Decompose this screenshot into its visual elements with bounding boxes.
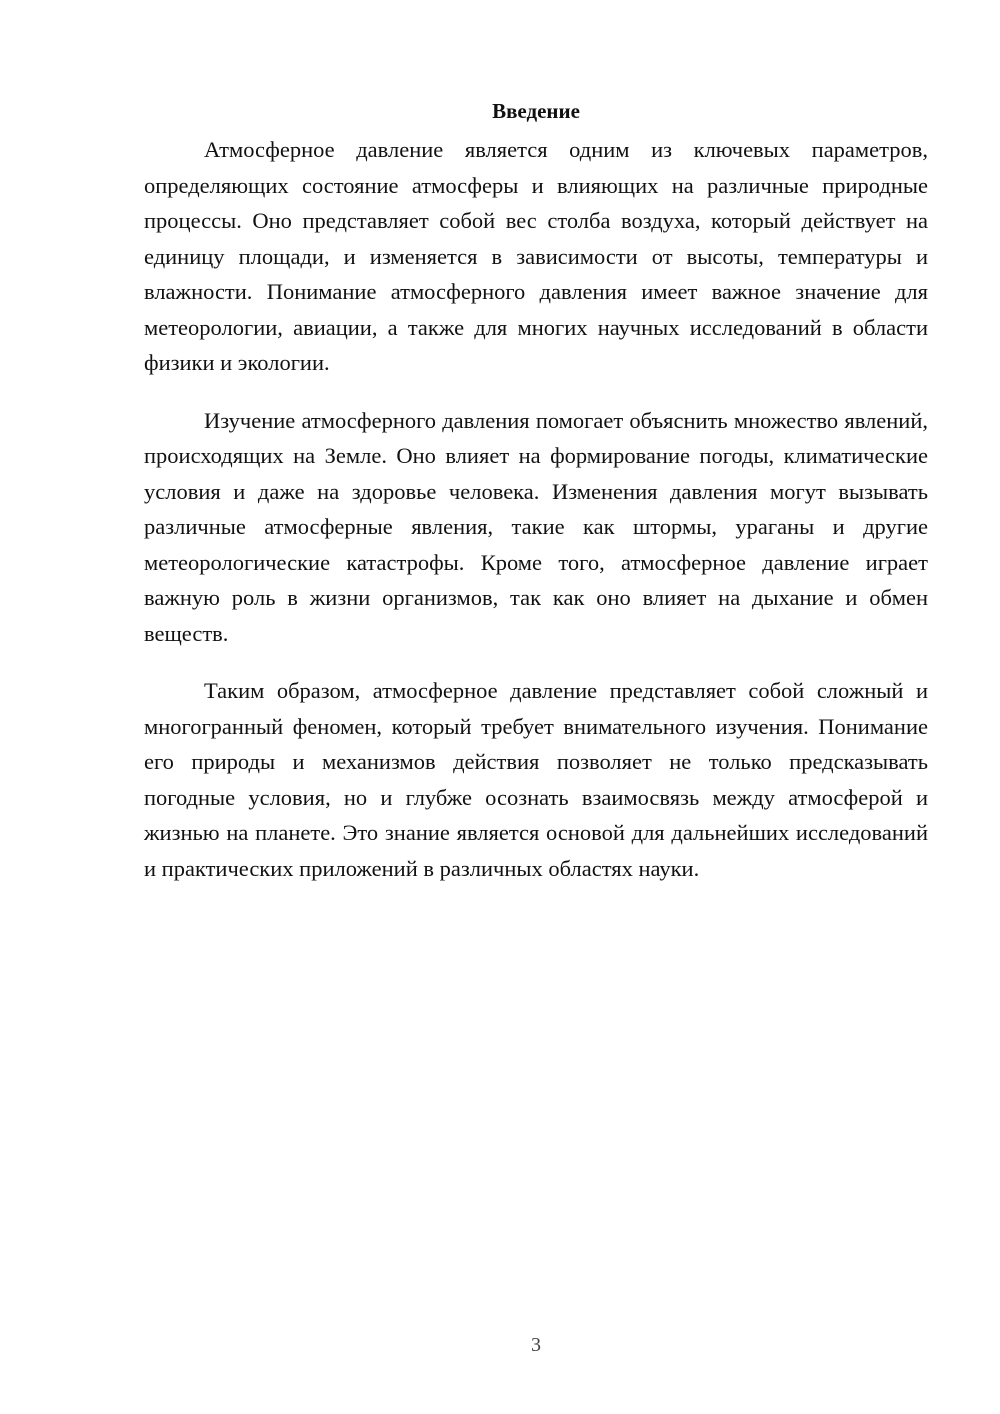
paragraph-1: Атмосферное давление является одним из ключевых параметров, определяющих состояние атмосферы и влияющих на различные природные процессы. Оно представляет собой вес столба воздуха, который действует на единицу площади, и изменяется в зависимости от высоты, температуры и влажности. Понимание атмосферного давления имеет важное значение для метеорологии, авиации, а также для многих научных исследований в области физики и экологии. (144, 137, 928, 375)
page-number: 3 (531, 1334, 541, 1356)
page-content (144, 96, 928, 908)
section-title: Введение (492, 99, 580, 123)
paragraph-3: Таким образом, атмосферное давление представляет собой сложный и многогранный феномен, который требует внимательного изучения. Понимание его природы и механизмов действия позволяет не только предсказывать погодные условия, но и глубже осознать взаимосвязь между атмосферой и жизнью на планете. Это знание является основой для дальнейших исследований и практических приложений в различных областях науки. (144, 678, 928, 881)
paragraph-2: Изучение атмосферного давления помогает объяснить множество явлений, происходящих на Земле. Оно влияет на формирование погоды, климатические условия и даже на здоровье человека. Изменения давления могут вызывать различные атмосферные явления, такие как штормы, ураганы и другие метеорологические катастрофы. Кроме того, атмосферное давление играет важную роль в жизни организмов, так как оно влияет на дыхание и обмен веществ. (144, 407, 928, 646)
